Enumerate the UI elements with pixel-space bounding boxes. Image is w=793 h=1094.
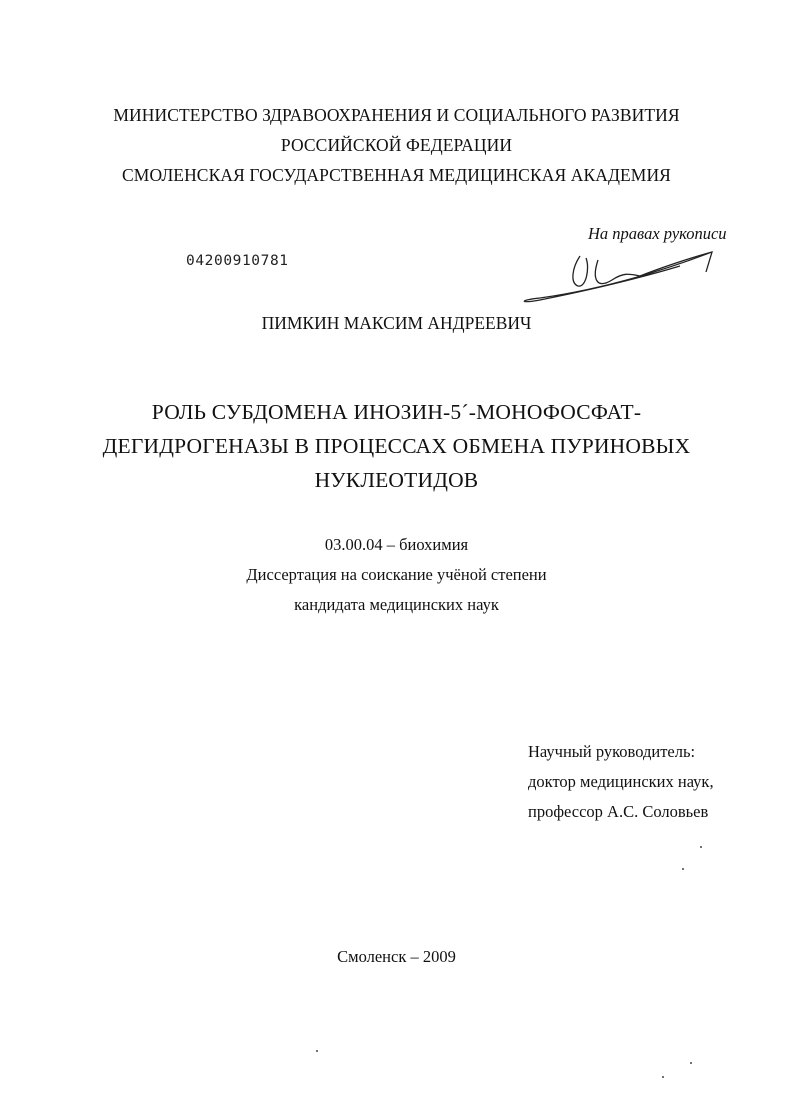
supervisor-name: профессор А.С. Соловьев (528, 802, 709, 821)
supervisor-degree: доктор медицинских наук, (528, 772, 714, 791)
catalog-number: 04200910781 (186, 253, 289, 269)
scan-speck (700, 846, 702, 848)
scan-speck (316, 1050, 318, 1052)
signature-icon (500, 238, 730, 318)
rights-note: На правах рукописи (588, 224, 727, 243)
scan-speck (682, 868, 684, 870)
degree-line-2: кандидата медицинских наук (294, 595, 499, 614)
scan-speck (662, 1076, 664, 1078)
ministry-line-2: РОССИЙСКОЙ ФЕДЕРАЦИИ (280, 135, 513, 155)
academy-name: СМОЛЕНСКАЯ ГОСУДАРСТВЕННАЯ МЕДИЦИНСКАЯ АКАДЕМИЯ (122, 165, 671, 185)
place-year: Смоленск – 2009 (337, 947, 456, 966)
title-line-3: НУКЛЕОТИДОВ (314, 468, 479, 492)
specialty: 03.00.04 – биохимия (324, 535, 469, 554)
supervisor-label: Научный руководитель: (528, 742, 696, 761)
title-line-2: ДЕГИДРОГЕНАЗЫ В ПРОЦЕССАХ ОБМЕНА ПУРИНОВЫХ (102, 434, 691, 458)
author-name: ПИМКИН МАКСИМ АНДРЕЕВИЧ (261, 313, 532, 333)
ministry-line-1: МИНИСТЕРСТВО ЗДРАВООХРАНЕНИЯ И СОЦИАЛЬНОГО РАЗВИТИЯ (113, 105, 680, 125)
scan-speck (690, 1062, 692, 1064)
degree-line-1: Диссертация на соискание учёной степени (246, 565, 547, 584)
title-line-1: РОЛЬ СУБДОМЕНА ИНОЗИН-5´-МОНОФОСФАТ- (151, 400, 642, 424)
